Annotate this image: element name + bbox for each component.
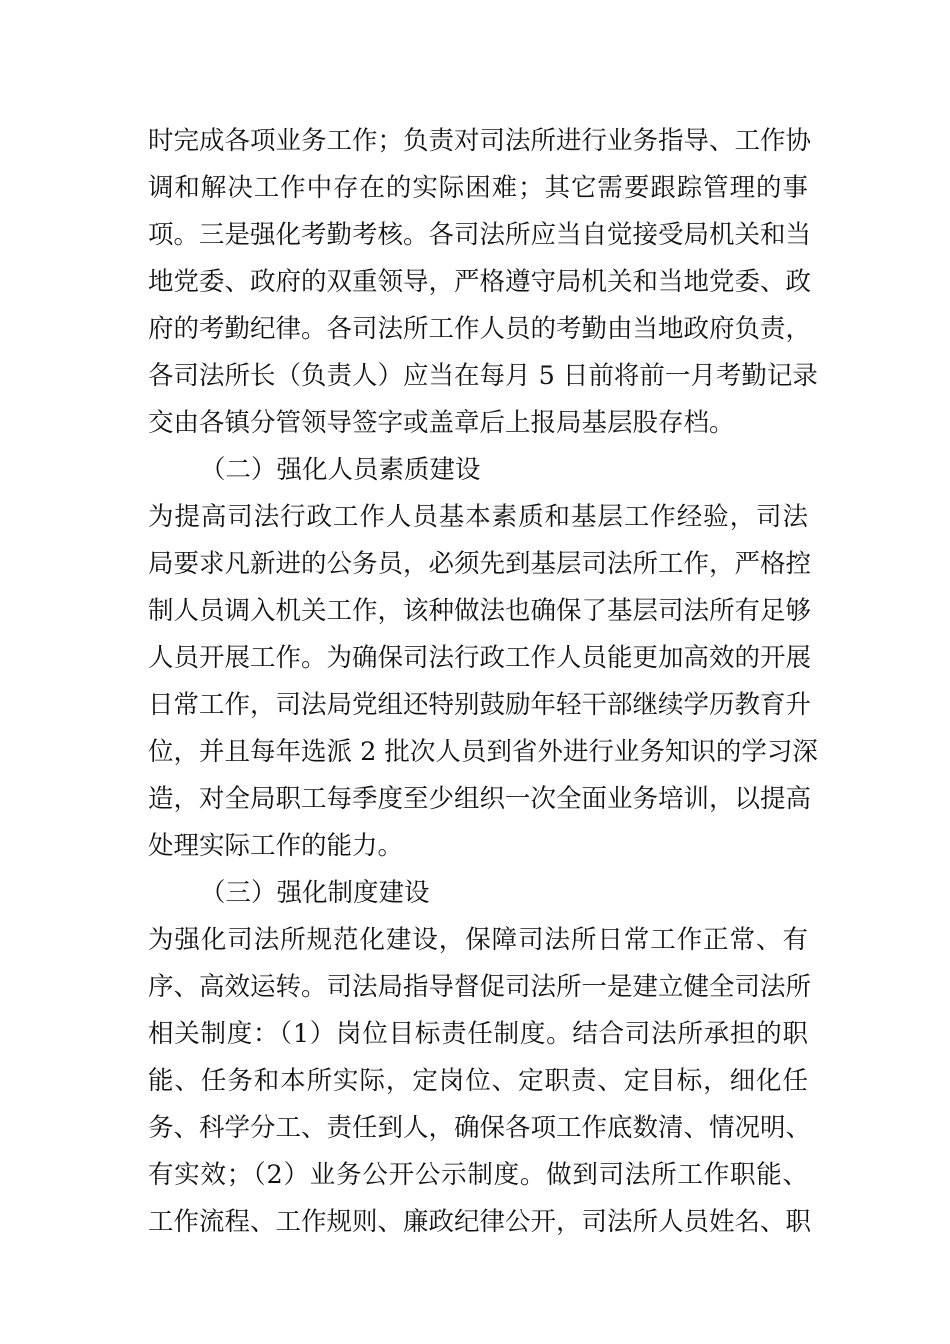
paragraph-1-line-5: 府的考勤纪律。各司法所工作人员的考勤由当地政府负责， (148, 314, 812, 344)
section-heading-2: （二）强化人员素质建设 (200, 455, 481, 485)
section-heading-3: （三）强化制度建设 (200, 878, 430, 908)
paragraph-3-line-6: 有实效；（2）业务公开公示制度。做到司法所工作职能、 (148, 1160, 808, 1190)
paragraph-3-line-7: 工作流程、工作规则、廉政纪律公开，司法所人员姓名、职 (148, 1207, 812, 1237)
paragraph-3-line-1: 为强化司法所规范化建设，保障司法所日常工作正常、有 (148, 925, 808, 955)
paragraph-2-line-5: 日常工作，司法局党组还特别鼓励年轻干部继续学历教育升 (148, 690, 812, 720)
paragraph-1-line-6: 各司法所长（负责人）应当在每月 5 日前将前一月考勤记录 (148, 361, 818, 391)
paragraph-3-line-3: 相关制度：（1）岗位目标责任制度。结合司法所承担的职 (148, 1019, 808, 1049)
paragraph-2-line-7: 造，对全局职工每季度至少组织一次全面业务培训，以提高 (148, 784, 812, 814)
paragraph-1-line-3: 项。三是强化考勤考核。各司法所应当自觉接受局机关和当 (148, 220, 812, 250)
paragraph-2-line-4: 人员开展工作。为确保司法行政工作人员能更加高效的开展 (148, 643, 812, 673)
paragraph-1-line-1: 时完成各项业务工作；负责对司法所进行业务指导、工作协 (148, 126, 812, 156)
paragraph-3-line-5: 务、科学分工、责任到人，确保各项工作底数清、情况明、 (148, 1113, 812, 1143)
paragraph-2-line-3: 制人员调入机关工作，该种做法也确保了基层司法所有足够 (148, 596, 812, 626)
paragraph-1-line-4: 地党委、政府的双重领导，严格遵守局机关和当地党委、政 (148, 267, 812, 297)
paragraph-2-line-2: 局要求凡新进的公务员，必须先到基层司法所工作，严格控 (148, 549, 812, 579)
paragraph-2-line-6: 位，并且每年选派 2 批次人员到省外进行业务知识的学习深 (148, 737, 818, 767)
paragraph-2-line-8: 处理实际工作的能力。 (148, 831, 404, 861)
paragraph-1-line-2: 调和解决工作中存在的实际困难；其它需要跟踪管理的事 (148, 173, 808, 203)
paragraph-3-line-4: 能、任务和本所实际，定岗位、定职责、定目标，细化任 (148, 1066, 808, 1096)
paragraph-3-line-2: 序、高效运转。司法局指导督促司法所一是建立健全司法所 (148, 972, 812, 1002)
paragraph-1-line-7: 交由各镇分管领导签字或盖章后上报局基层股存档。 (148, 408, 735, 438)
paragraph-2-line-1: 为提高司法行政工作人员基本素质和基层工作经验，司法 (148, 502, 808, 532)
